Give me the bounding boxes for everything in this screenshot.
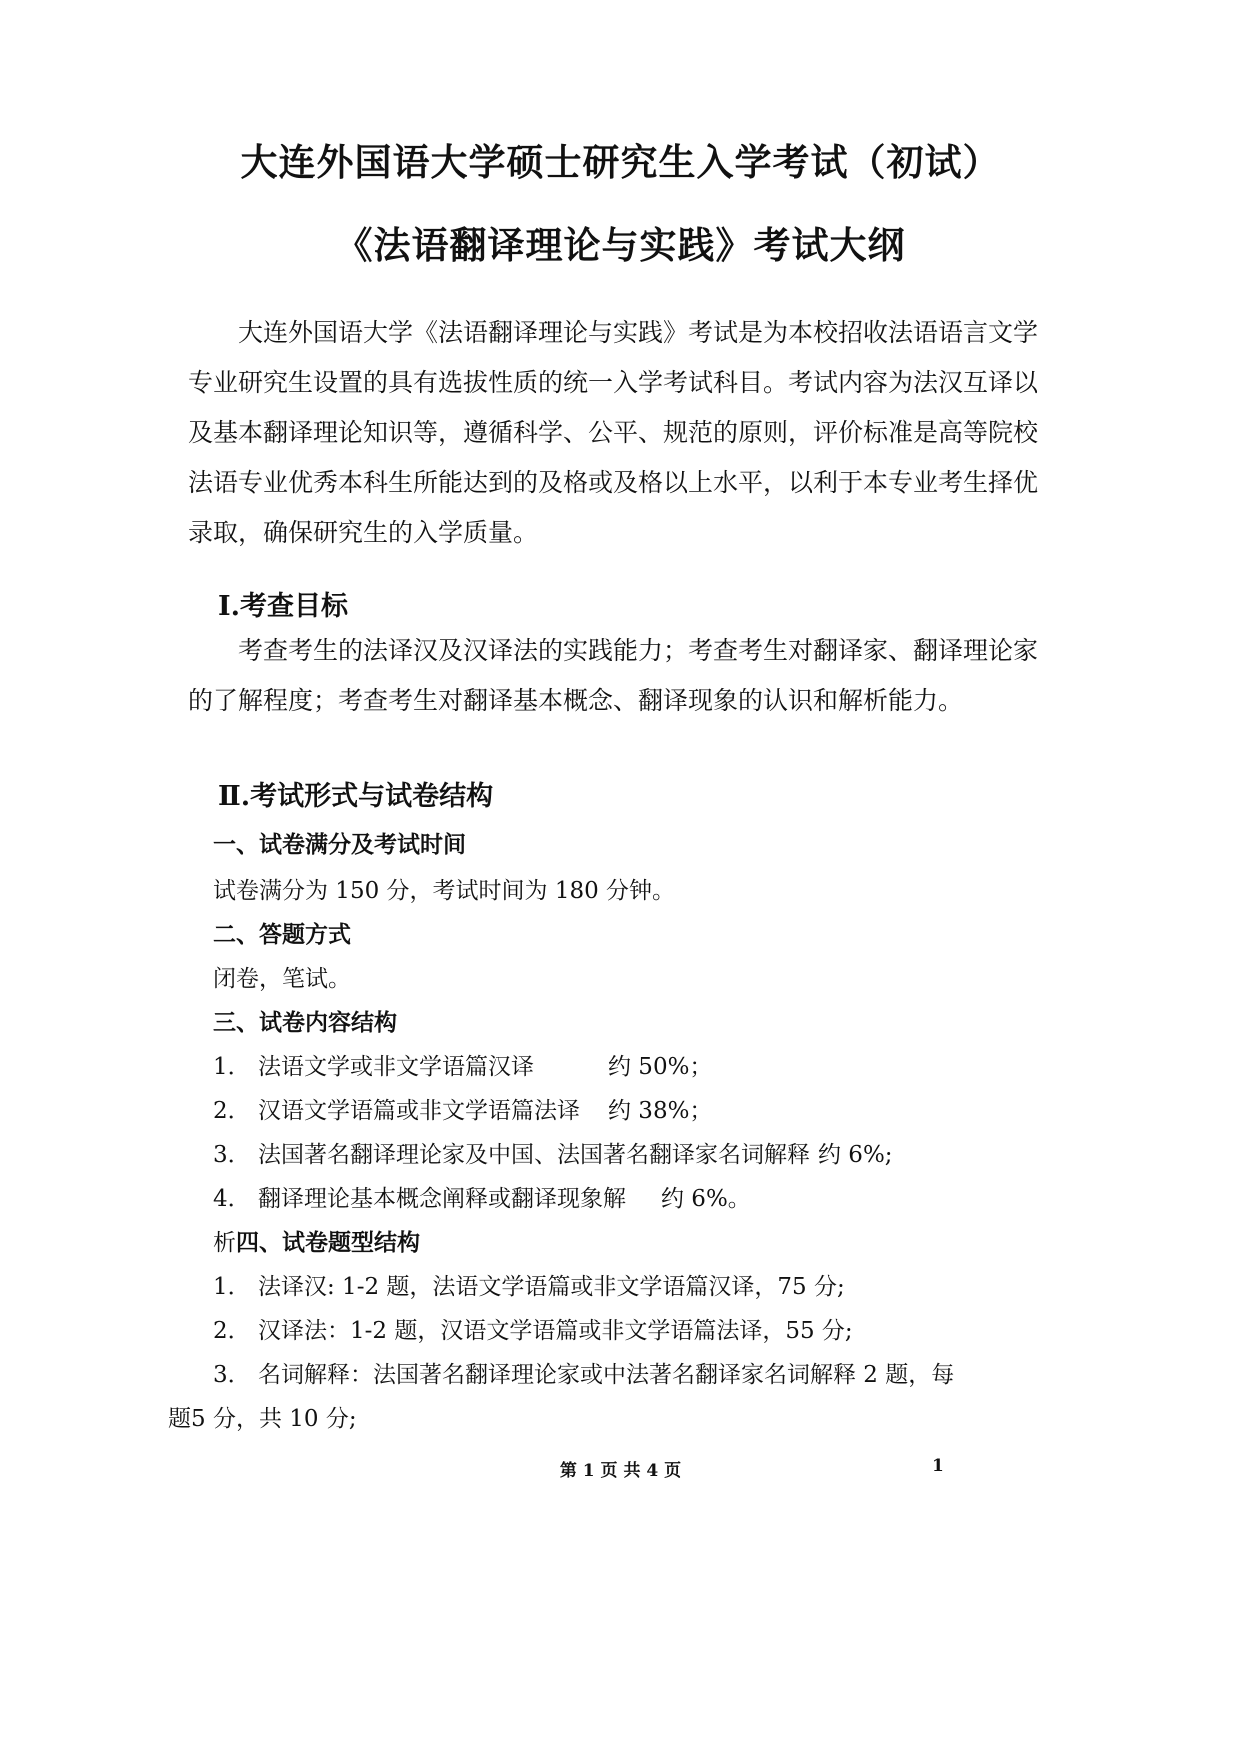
section2-heading: Ⅱ.考试形式与试卷结构 (218, 781, 494, 812)
part3-heading: 三、试卷内容结构 (213, 1009, 397, 1036)
list-item-text: 法国著名翻译理论家及中国、法国著名翻译家名词解释 (258, 1142, 810, 1168)
list-item-text: 汉译法：1-2 题，汉语文学语篇或非文学语篇法译，55 分; (258, 1318, 853, 1344)
part2-text: 闭卷，笔试。 (213, 966, 351, 992)
list-item-num: 2． (213, 1318, 251, 1344)
part1-text: 试卷满分为 150 分，考试时间为 180 分钟。 (213, 878, 676, 904)
list-item-percent: 约 6%。 (661, 1186, 751, 1212)
part1-heading: 一、试卷满分及考试时间 (213, 831, 466, 858)
section1-text: 考查考生的法译汉及汉译法的实践能力；考查考生对翻译家、翻译理论家的了解程度；考查考生对翻译基本概念、翻译现象的认识和解析能力。 (188, 636, 1039, 715)
list-item-continuation: 题5 分，共 10 分; (168, 1406, 357, 1432)
list-item-percent: 约 50%； (608, 1054, 713, 1080)
intro-paragraph: 大连外国语大学《法语翻译理论与实践》考试是为本校招收法语语言文学专业研究生设置的具有选拔性质的统一入学考试科目。考试内容为法汉互译以及基本翻译理论知识等，遵循科学、公平、规范的原则，评价标准是高等院校法语专业优秀本科生所能达到的及格或及格以上水平，以利于本专业考生择优录取，确保研究生的入学质量。 (188, 318, 1039, 547)
document-title: 大连外国语大学硕士研究生入学考试（初试） (240, 140, 1001, 184)
part4-prefix: 析 (213, 1230, 236, 1256)
list-item-text: 法语文学或非文学语篇汉译 (258, 1054, 534, 1080)
part4-heading: 四、试卷题型结构 (236, 1229, 420, 1256)
section1-heading: I.考查目标 (218, 591, 349, 622)
list-item-percent: 约 6%; (818, 1142, 893, 1168)
list-item-text: 翻译理论基本概念阐释或翻译现象解 (258, 1186, 626, 1212)
list-item-text: 名词解释：法国著名翻译理论家或中法著名翻译家名词解释 2 题，每 (258, 1362, 955, 1388)
list-item-num: 2． (213, 1098, 251, 1124)
part4-heading-line (213, 1224, 420, 1257)
list-item-text: 法译汉: 1-2 题，法语文学语篇或非文学语篇汉译，75 分; (258, 1274, 845, 1300)
part2-heading: 二、答题方式 (213, 921, 351, 948)
list-item-num: 1． (213, 1274, 251, 1300)
list-item-percent: 约 38%； (608, 1098, 713, 1124)
list-item-num: 3． (213, 1362, 251, 1388)
page-footer-label: 第 1 页 共 4 页 (559, 1461, 682, 1481)
page-number: 1 (932, 1456, 944, 1476)
list-item-num: 4． (213, 1186, 251, 1212)
document-subtitle: 《法语翻译理论与实践》考试大纲 (335, 223, 906, 267)
list-item-text: 汉语文学语篇或非文学语篇法译 (258, 1098, 580, 1124)
list-item-num: 1． (213, 1054, 251, 1080)
list-item-num: 3． (213, 1142, 251, 1168)
